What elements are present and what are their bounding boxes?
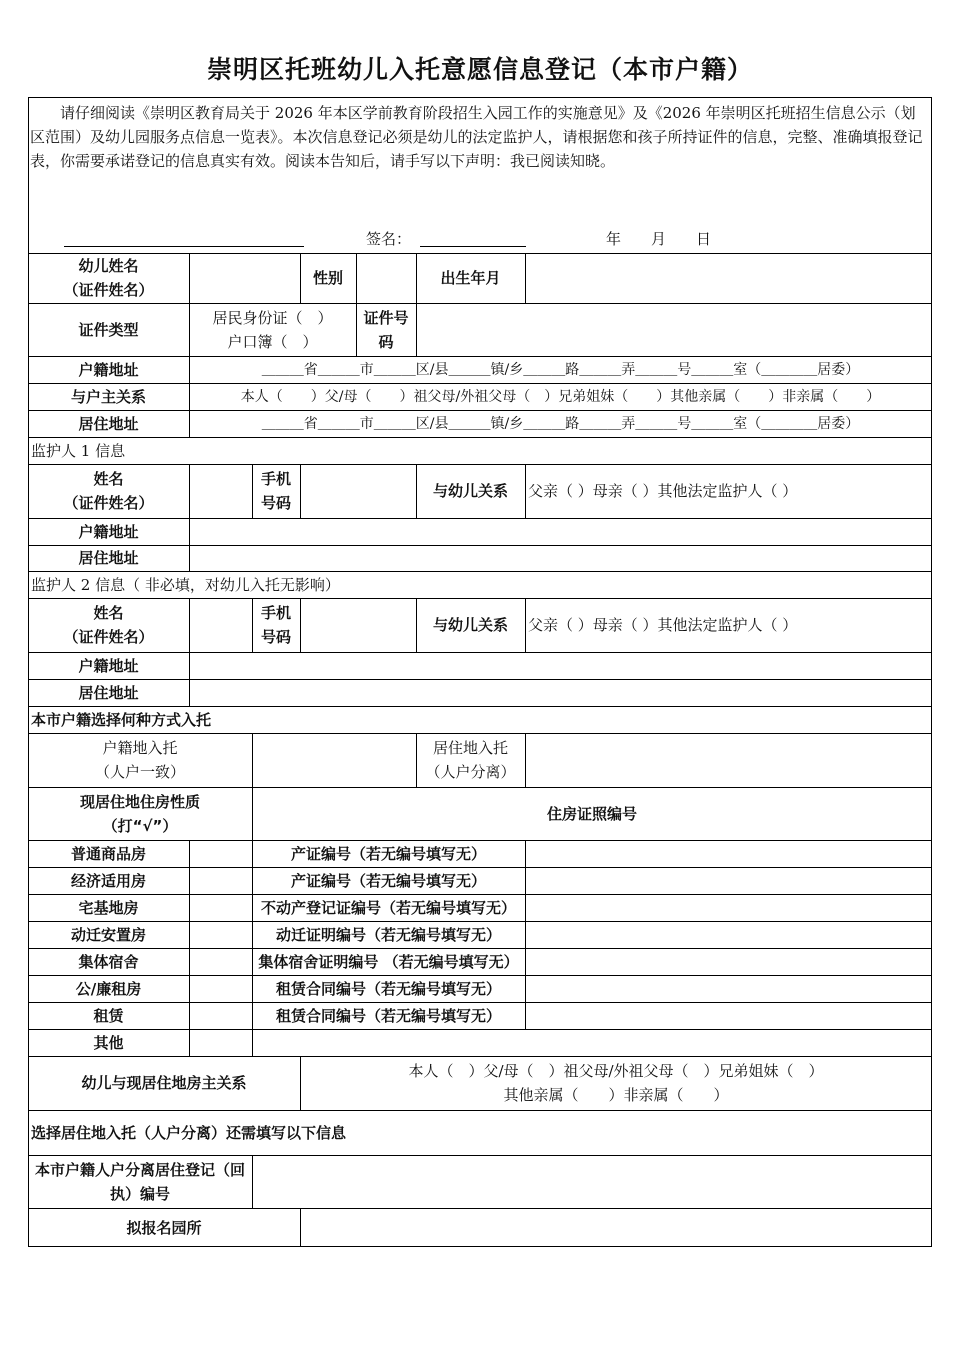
signature-blank[interactable] [64,246,304,247]
housing-type-3: 动迁安置房 [70,925,146,944]
housing-cert-field-5[interactable] [525,975,932,1002]
housing-type-2: 宅基地房 [78,898,139,917]
guardian2-residence-field[interactable] [189,679,932,706]
guardian2-huji-field[interactable] [189,652,932,679]
housing-cert-type-1: 产证编号（若无编号填写无） [290,871,486,890]
child-name-field[interactable] [189,253,300,303]
enroll-huji-field[interactable] [252,733,416,787]
child-name-label: 幼儿姓名 （证件姓名） [63,257,154,299]
notice-text: 请仔细阅读《崇明区教育局关于 2026 年本区学前教育阶段招生入园工作的实施意见》及《2026 年崇明区托班招生信息公示（划区范围）及幼儿园服务点信息一览表》。本次信息登记必须是幼儿的法定监护人，请根据您和孩子所持证件的信息，完整、准确填报登记表，你需要承诺登记的信息真实有效。阅读本告知后，请手写以下声明：我已阅读知晓。 [30,104,923,170]
housing-type-label: 现居住地住房性质 （打“√”） [79,792,200,835]
enroll-mode-header: 本市户籍选择何种方式入托 [31,710,212,729]
householder-relation-options[interactable]: 本人（ ）父/母（ ）祖父母/外祖父母（ ）兄弟姐妹（ ）其他亲属（ ）非亲属（ ） [240,388,881,405]
signature-line [28,228,932,252]
gender-field[interactable] [356,253,416,303]
housing-check-7[interactable] [189,1029,252,1056]
enroll-huji-label: 户籍地入托 （人户一致） [94,739,185,781]
child-residence-address[interactable]: ＿＿＿省＿＿＿市＿＿＿区/县＿＿＿镇/乡＿＿＿路＿＿＿弄＿＿＿号＿＿＿室（＿＿＿＿居委） [261,415,860,432]
housing-check-3[interactable] [189,921,252,948]
housing-type-6: 租赁 [93,1006,124,1025]
guardian1-relation-options[interactable]: 父亲（ ）母亲（ ）其他法定监护人（ ） [528,482,798,500]
housing-cert-type-2: 不动产登记证编号（若无编号填写无） [260,898,516,917]
owner-relation-options[interactable]: 本人（ ）父/母（ ）祖父母/外祖父母（ ）兄弟姐妹（ ） 其他亲属（ ）非亲属（ ） [408,1062,824,1104]
extra-header: 选择居住地入托（人户分离）还需填写以下信息 [31,1123,347,1142]
guardian1-name-field[interactable] [189,464,252,518]
housing-type-1: 经济适用房 [70,871,146,890]
housing-check-5[interactable] [189,975,252,1002]
housing-type-7: 其他 [93,1033,124,1052]
housing-check-6[interactable] [189,1002,252,1029]
signature-label: 签名： [366,230,412,248]
guardian1-residence-label: 居住地址 [78,549,139,567]
guardian2-phone-label: 手机 号码 [260,604,291,646]
housing-cert-field-2[interactable] [525,894,932,921]
housing-check-1[interactable] [189,867,252,894]
guardian1-huji-label: 户籍地址 [78,522,139,541]
housing-cert-type-5: 租赁合同编号（若无编号填写无） [275,979,501,998]
housing-cert-field-1[interactable] [525,867,932,894]
guardian2-name-field[interactable] [189,598,252,652]
guardian1-header: 监护人 1 信息 [31,441,126,460]
housing-cert-type-0: 产证编号（若无编号填写无） [290,844,486,863]
housing-cert-field-4[interactable] [525,948,932,975]
guardian1-relation-label: 与幼儿关系 [432,482,508,500]
child-residence-label: 居住地址 [78,414,139,433]
enroll-residence-label: 居住地入托 （人户分离） [425,739,516,781]
idno-field[interactable] [416,303,932,356]
housing-cert-field-6[interactable] [525,1002,932,1029]
guardian2-name-label: 姓名 （证件姓名） [63,604,154,646]
idno-label: 证件号 码 [363,308,409,351]
housing-type-5: 公/廉租房 [75,979,142,998]
guardian2-header: 监护人 2 信息（ 非必填，对幼儿入托无影响） [31,575,340,594]
guardian1-phone-field[interactable] [300,464,416,518]
idtype-label: 证件类型 [78,320,139,339]
enroll-residence-field[interactable] [525,733,932,787]
signature-name-blank[interactable] [420,246,526,247]
housing-cert-type-6: 租赁合同编号（若无编号填写无） [275,1006,501,1025]
housing-cert-field-3[interactable] [525,921,932,948]
guardian1-residence-field[interactable] [189,545,932,571]
target-school-label: 拟报名园所 [126,1218,202,1237]
housing-cert-type-4: 集体宿舍证明编号 （若无编号填写无） [258,952,519,971]
guardian1-name-label: 姓名 （证件姓名） [63,470,154,512]
housing-type-0: 普通商品房 [70,844,146,863]
page-title: 崇明区托班幼儿入托意愿信息登记（本市户籍） [206,55,753,84]
guardian2-residence-label: 居住地址 [78,683,139,702]
registration-no-field[interactable] [252,1155,932,1208]
housing-cert-type-3: 动迁证明编号（若无编号填写无） [275,925,501,944]
housing-check-4[interactable] [189,948,252,975]
housing-cert-field-7[interactable] [525,1029,932,1056]
housing-cert-label: 住房证照编号 [546,804,637,823]
guardian2-relation-label: 与幼儿关系 [432,616,508,634]
owner-relation-label: 幼儿与现居住地房主关系 [81,1074,247,1092]
gender-label: 性别 [312,269,343,287]
target-school-field[interactable] [300,1208,932,1247]
guardian2-huji-label: 户籍地址 [78,656,139,675]
householder-relation-label: 与户主关系 [70,387,146,406]
child-huji-label: 户籍地址 [78,360,139,379]
guardian1-huji-field[interactable] [189,518,932,545]
registration-no-label: 本市户籍人户分离居住登记（回 执）编号 [34,1160,245,1203]
guardian2-phone-field[interactable] [300,598,416,652]
signature-date: 年 月 日 [606,230,712,248]
housing-cert-field-0[interactable] [525,840,932,867]
birth-field[interactable] [525,253,932,303]
child-huji-address[interactable]: ＿＿＿省＿＿＿市＿＿＿区/县＿＿＿镇/乡＿＿＿路＿＿＿弄＿＿＿号＿＿＿室（＿＿＿＿居委） [261,361,860,378]
birth-label: 出生年月 [440,269,501,287]
housing-check-2[interactable] [189,894,252,921]
idtype-options[interactable]: 居民身份证（ ） 户口簿（ ） [212,308,333,351]
guardian1-phone-label: 手机 号码 [260,470,291,512]
housing-check-0[interactable] [189,840,252,867]
housing-cert-type-7 [252,1029,525,1056]
guardian2-relation-options[interactable]: 父亲（ ）母亲（ ）其他法定监护人（ ） [528,616,798,634]
housing-type-4: 集体宿舍 [78,952,139,971]
